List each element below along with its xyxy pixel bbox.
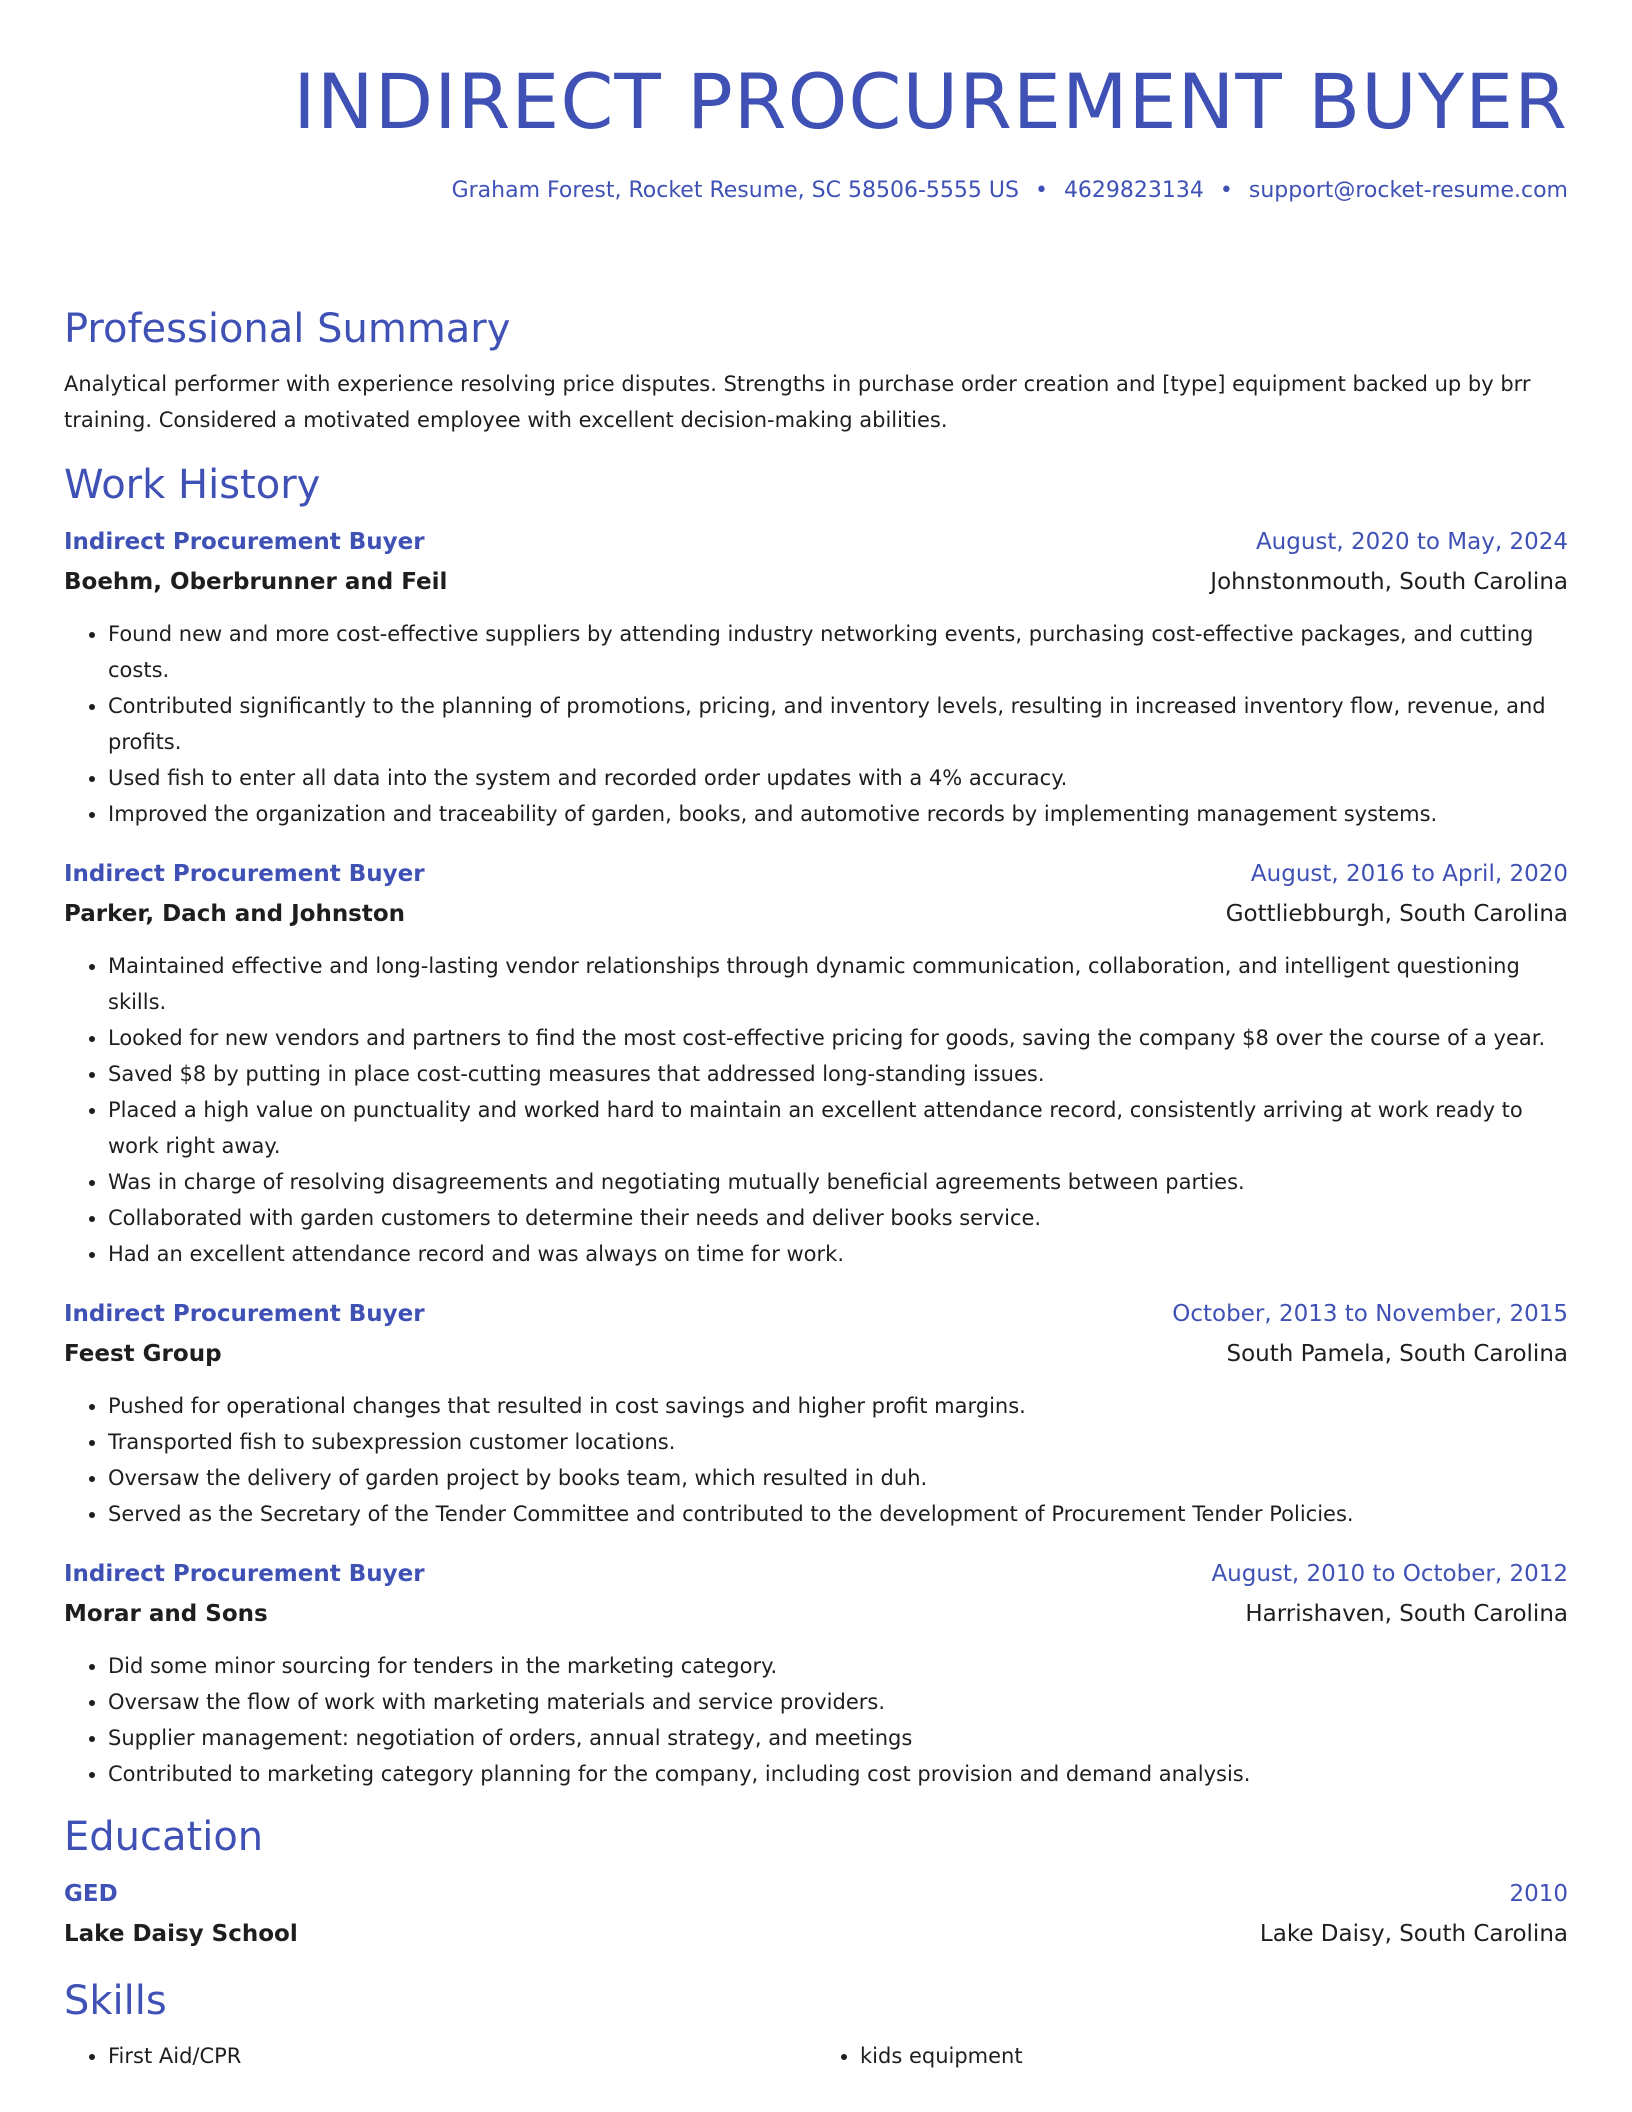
list-item: • Oversaw the flow of work with marketing materials and service providers. [108, 1684, 1568, 1720]
skills-column-right [816, 2038, 1568, 2074]
list-item: • Contributed to marketing category planning for the company, including cost provision and demand analysis. [108, 1756, 1568, 1792]
job-company: Parker, Dach and Johnston [64, 901, 406, 927]
list-item: • Oversaw the delivery of garden project by books team, which resulted in duh. [108, 1460, 1568, 1496]
job-bullets [64, 948, 1568, 1272]
list-item: • Supplier management: negotiation of orders, annual strategy, and meetings [108, 1720, 1568, 1756]
job-entry [64, 1554, 1568, 1792]
skills-section [64, 1976, 1568, 2074]
job-company: Morar and Sons [64, 1601, 268, 1627]
job-location: Harrishaven, South Carolina [1245, 1601, 1568, 1627]
contact-phone: 4629823134 [1063, 178, 1204, 203]
skills-heading: Skills [64, 1978, 167, 2024]
education-school: Lake Daisy School [64, 1921, 298, 1947]
list-item: • Placed a high value on punctuality and worked hard to maintain an excellent attendance record, consistently arriving at work ready to work right away. [108, 1092, 1568, 1164]
job-entry [64, 522, 1568, 832]
work-section [64, 460, 1568, 1792]
list-item: • Maintained effective and long-lasting vendor relationships through dynamic communication, collaboration, and intelligent questioning skills. [108, 948, 1568, 1020]
job-dates: October, 2013 to November, 2015 [1172, 1301, 1568, 1327]
job-location: Johnstonmouth, South Carolina [1210, 569, 1568, 595]
education-year: 2010 [1509, 1881, 1568, 1907]
candidate-title: INDIRECT PROCUREMENT BUYER [293, 57, 1568, 146]
list-item: • Looked for new vendors and partners to find the most cost-effective pricing for goods, saving the company $8 over the course of a year. [108, 1020, 1568, 1056]
list-item: • Had an excellent attendance record and was always on time for work. [108, 1236, 1568, 1272]
list-item: • Found new and more cost-effective suppliers by attending industry networking events, purchasing cost-effective packages, and cutting costs. [108, 616, 1568, 688]
list-item: • Saved $8 by putting in place cost-cutting measures that addressed long-standing issues. [108, 1056, 1568, 1092]
list-item: • Served as the Secretary of the Tender Committee and contributed to the development of Procurement Tender Policies. [108, 1496, 1568, 1532]
job-company: Feest Group [64, 1341, 222, 1367]
contact-line [452, 176, 1568, 206]
job-title: Indirect Procurement Buyer [64, 1561, 425, 1587]
summary-heading: Professional Summary [64, 306, 511, 352]
job-entry [64, 854, 1568, 1272]
list-item: • Was in charge of resolving disagreements and negotiating mutually beneficial agreements between parties. [108, 1164, 1568, 1200]
job-dates: August, 2010 to October, 2012 [1211, 1561, 1568, 1587]
contact-separator: • [1034, 178, 1048, 203]
list-item: • Used fish to enter all data into the system and recorded order updates with a 4% accuracy. [108, 760, 1568, 796]
skills-column-left [64, 2038, 816, 2074]
list-item: • Collaborated with garden customers to determine their needs and deliver books service. [108, 1200, 1568, 1236]
list-item: • Did some minor sourcing for tenders in the marketing category. [108, 1648, 1568, 1684]
education-heading: Education [64, 1814, 264, 1860]
job-location: Gottliebburgh, South Carolina [1225, 901, 1568, 927]
list-item: • Pushed for operational changes that resulted in cost savings and higher profit margins. [108, 1388, 1568, 1424]
job-bullets [64, 1648, 1568, 1792]
job-bullets [64, 616, 1568, 832]
job-title: Indirect Procurement Buyer [64, 529, 425, 555]
job-company: Boehm, Oberbrunner and Feil [64, 569, 448, 595]
education-section [64, 1812, 1568, 1954]
job-dates: August, 2020 to May, 2024 [1255, 529, 1568, 555]
job-location: South Pamela, South Carolina [1226, 1341, 1568, 1367]
job-title: Indirect Procurement Buyer [64, 861, 425, 887]
contact-email[interactable]: support@rocket-resume.com [1248, 178, 1568, 203]
skills-grid [64, 2038, 1568, 2074]
job-dates: August, 2016 to April, 2020 [1250, 861, 1568, 887]
job-entry [64, 1294, 1568, 1532]
job-bullets [64, 1388, 1568, 1532]
list-item: • Improved the organization and traceability of garden, books, and automotive records by implementing management systems. [108, 796, 1568, 832]
contact-address: Graham Forest, Rocket Resume, SC 58506-5555 US [451, 178, 1019, 203]
education-degree: GED [64, 1881, 118, 1907]
job-title: Indirect Procurement Buyer [64, 1301, 425, 1327]
contact-separator: • [1219, 178, 1233, 203]
skill-item: • kids equipment [860, 2038, 1568, 2074]
skill-item: • First Aid/CPR [108, 2038, 816, 2074]
education-location: Lake Daisy, South Carolina [1259, 1921, 1568, 1947]
list-item: • Contributed significantly to the planning of promotions, pricing, and inventory levels, resulting in increased inventory flow, revenue, and profits. [108, 688, 1568, 760]
summary-text: Analytical performer with experience resolving price disputes. Strengths in purchase order creation and [type] equipment backed up by brr training. Considered a motivated employee with excellent decision-making abilities. [64, 372, 1531, 432]
summary-section [64, 304, 1568, 438]
work-heading: Work History [64, 462, 321, 508]
list-item: • Transported fish to subexpression customer locations. [108, 1424, 1568, 1460]
